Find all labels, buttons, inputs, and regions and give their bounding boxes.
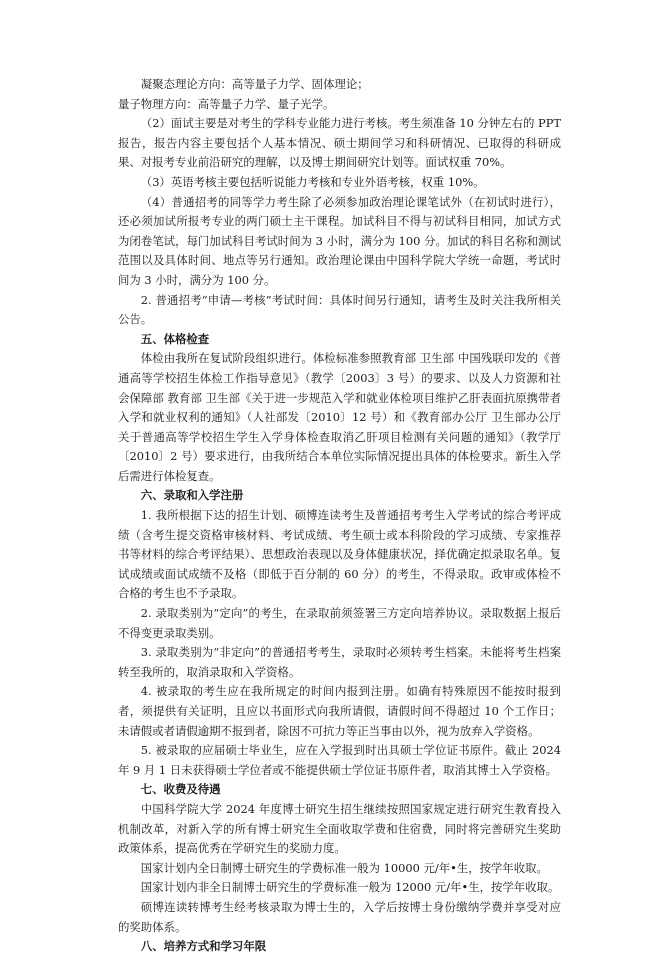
section-6-heading: 六、录取和入学注册 <box>140 488 244 503</box>
fees-paragraph-2: 国家计划内全日制博士研究生的学费标准一般为 10000 元/年•生，按学年收取。 <box>140 860 548 875</box>
exam-time-paragraph: 2. 普通招考“申请—考核”考试时间：具体时间另行通知，请考生及时关注我所相关公告。 <box>118 292 561 327</box>
section-8-heading: 八、培养方式和学习年限 <box>140 939 267 954</box>
interview-paragraph: （2）面试主要是对考生的学科专业能力进行考核。考生须准备 10 分钟左右的 PPT 报告，报告内容主要包括个人基本情况、硕士期间学习和科研情况、已取得的科研成果、对报考专业前沿研究的理解，以及博士期间研究计划等。面试权重 70%。 <box>118 116 561 170</box>
section-5-heading: 五、体格检查 <box>140 331 210 346</box>
condensed-matter-direction-line: 凝聚态理论方向：高等量子力学、固体理论； <box>140 77 369 91</box>
fees-paragraph-3: 国家计划内非全日制博士研究生的学费标准一般为 12000 元/年•生，按学年收取。 <box>140 880 560 895</box>
admission-paragraph-4: 4. 被录取的考生应在我所规定的时间内报到注册。如确有特殊原因不能按时报到者，须提供有关证明，且应以书面形式向我所请假，请假时间不得超过 10 个工作日；未请假或者请假逾期不报到者，除因不可抗力等正当事由以外，视为放弃入学资格。 <box>118 684 561 738</box>
fees-paragraph-1: 中国科学院大学 2024 年度博士研究生招生继续按照国家规定进行研究生教育投入机制改革，对新入学的所有博士研究生全面收取学费和住宿费，同时将完善研究生奖助政策体系，提高优秀在学研究生的奖励力度。 <box>118 801 561 856</box>
english-exam-paragraph: （3）英语考核主要包括听说能力考核和专业外语考核，权重 10%。 <box>140 174 485 189</box>
physical-exam-paragraph: 体检由我所在复试阶段组织进行。体检标准参照教育部 卫生部 中国残联印发的《普通高等学校招生体检工作指导意见》（教学〔2003〕3 号）的要求、以及人力资源和社会保障部 教育部 卫生部《关于进一步规范入学和就业体检项目维护乙肝表面抗原携带者入学和就业权利的通知》（人社部发〔2010〕12 号）和《教育部办公厅 卫生部办公厅关于普通高等学校招生学生入学身体检查取消乙肝项目检测有关问题的通知》（教学厅〔2010〕2 号）要求进行，由我所结合本单位实际情况提出具体的体检要求。新生入学后需进行体检复查。 <box>118 351 561 483</box>
admission-paragraph-5: 5. 被录取的应届硕士毕业生，应在入学报到时出具硕士学位证书原件。截止 2024 年 9 月 1 日未获得硕士学位者或不能提供硕士学位证书原件者，取消其博士入学资格。 <box>118 743 561 777</box>
admission-paragraph-3: 3. 录取类别为“非定向”的普通招考考生，录取时必须转考生档案。未能将考生档案转至我所的，取消录取和入学资格。 <box>118 645 561 679</box>
admission-paragraph-2: 2. 录取类别为“定向”的考生，在录取前须签署三方定向培养协议。录取数据上报后不得变更录取类别。 <box>118 606 561 640</box>
equivalent-degree-paragraph: （4）普通招考的同等学力考生除了必须参加政治理论课笔试外（在初试时进行），还必须加试所报考专业的两门硕士主干课程。加试科目不得与初试科目相同，加试方式为闭卷笔试，每门加试科目考试时间为 3 小时，满分为 100 分。加试的科目名称和测试范围以及具体时间、地点等另行通知。政治理论课由中国科学院大学统一命题，考试时间为 3 小时，满分为 100 分。 <box>118 194 561 287</box>
fees-paragraph-4: 硕博连读转博考生经考核录取为博士生的，入学后按博士身份缴纳学费并享受对应的奖助体系。 <box>118 899 561 934</box>
section-7-heading: 七、收费及待遇 <box>140 782 221 797</box>
quantum-physics-direction-line: 量子物理方向：高等量子力学、量子光学。 <box>118 96 335 111</box>
admission-paragraph-1: 1. 我所根据下达的招生计划、硕博连读考生及普通招考考生入学考试的综合考评成绩（含考生提交资格审核材料、考试成绩、考生硕士或本科阶段的学习成绩、专家推荐书等材料的综合考评结果）、思想政治表现以及身体健康状况，择优确定拟录取名单。复试成绩或面试成绩不及格（即低于百分制的 60 分）的考生，不得录取。政审或体检不合格的考生也不予录取。 <box>118 508 561 601</box>
